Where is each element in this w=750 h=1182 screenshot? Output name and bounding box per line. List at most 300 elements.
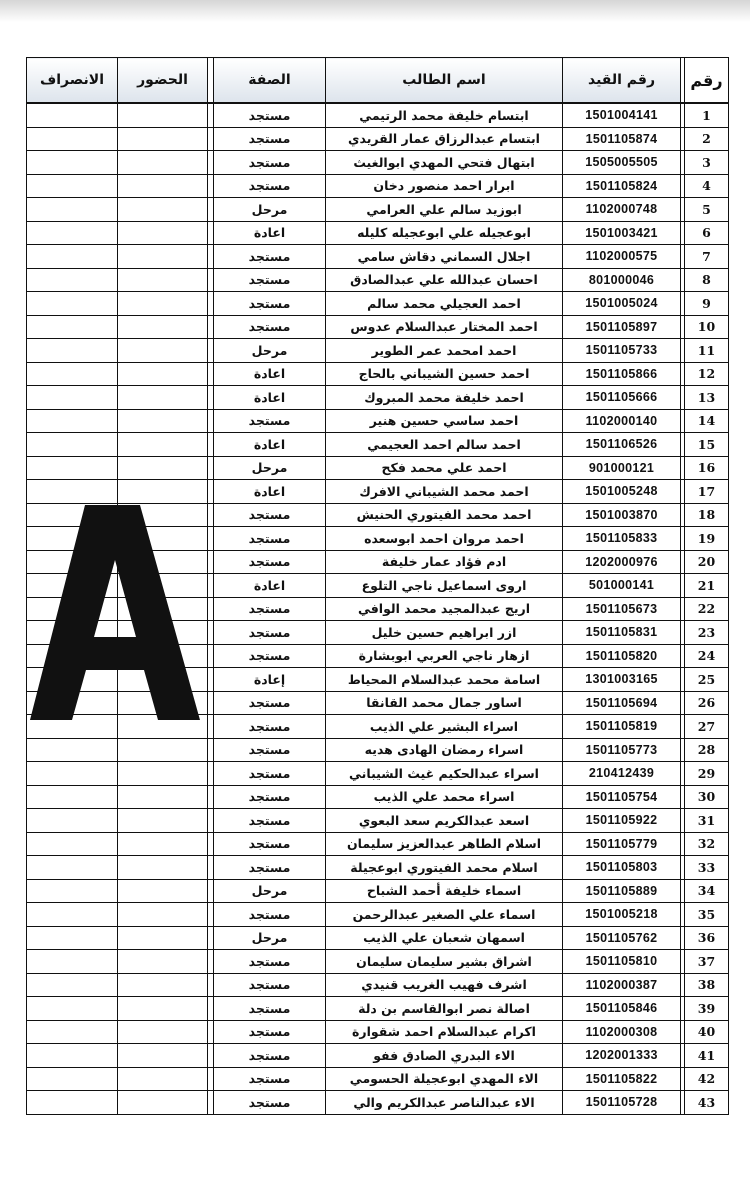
row-number: 1 bbox=[685, 103, 729, 127]
student-name: احمد سالم احمد العجيمي bbox=[326, 433, 563, 457]
student-status: اعادة bbox=[214, 386, 326, 410]
table-header-row bbox=[27, 58, 729, 104]
row-number: 37 bbox=[685, 950, 729, 974]
table-row bbox=[27, 362, 729, 386]
table-row bbox=[27, 1067, 729, 1091]
row-gap bbox=[208, 574, 214, 598]
row-number: 20 bbox=[685, 550, 729, 574]
row-gap bbox=[681, 292, 685, 316]
row-number: 11 bbox=[685, 339, 729, 363]
attendance-cell bbox=[118, 738, 208, 762]
row-gap bbox=[681, 809, 685, 833]
student-name: اسعد عبدالكريم سعد البعوي bbox=[326, 809, 563, 833]
student-name: احمد علي محمد فكح bbox=[326, 456, 563, 480]
attendance-cell bbox=[118, 997, 208, 1021]
row-number: 9 bbox=[685, 292, 729, 316]
registration-number: 1501105733 bbox=[563, 339, 681, 363]
student-status: مرحل bbox=[214, 198, 326, 222]
student-name: الاء المهدي ابوعجيلة الحسومي bbox=[326, 1067, 563, 1091]
departure-cell bbox=[27, 1020, 118, 1044]
departure-cell bbox=[27, 339, 118, 363]
row-number: 16 bbox=[685, 456, 729, 480]
student-status: اعادة bbox=[214, 221, 326, 245]
row-gap bbox=[681, 527, 685, 551]
student-name: ابرار احمد منصور دخان bbox=[326, 174, 563, 198]
row-gap bbox=[208, 527, 214, 551]
row-gap bbox=[681, 997, 685, 1021]
student-status: مستجد bbox=[214, 245, 326, 269]
attendance-cell bbox=[118, 292, 208, 316]
table-row bbox=[27, 198, 729, 222]
student-status: مستجد bbox=[214, 785, 326, 809]
row-number: 36 bbox=[685, 926, 729, 950]
student-status: مرحل bbox=[214, 456, 326, 480]
row-gap bbox=[681, 221, 685, 245]
attendance-cell bbox=[118, 433, 208, 457]
row-gap bbox=[681, 198, 685, 222]
table-row bbox=[27, 1020, 729, 1044]
attendance-cell bbox=[118, 174, 208, 198]
row-gap bbox=[681, 879, 685, 903]
row-number: 33 bbox=[685, 856, 729, 880]
row-gap bbox=[208, 386, 214, 410]
table-row bbox=[27, 339, 729, 363]
row-gap bbox=[681, 668, 685, 692]
row-gap bbox=[681, 597, 685, 621]
student-name: اسماء علي الصغير عبدالرحمن bbox=[326, 903, 563, 927]
row-gap bbox=[208, 762, 214, 786]
row-gap bbox=[208, 997, 214, 1021]
student-name: احمد العجيلي محمد سالم bbox=[326, 292, 563, 316]
row-gap bbox=[681, 950, 685, 974]
student-name: ابوعجيله علي ابوعجيله كليله bbox=[326, 221, 563, 245]
departure-cell bbox=[27, 127, 118, 151]
row-gap bbox=[208, 174, 214, 198]
student-status: مستجد bbox=[214, 762, 326, 786]
row-number: 10 bbox=[685, 315, 729, 339]
row-gap bbox=[208, 456, 214, 480]
table-row bbox=[27, 433, 729, 457]
registration-number: 1501105728 bbox=[563, 1091, 681, 1115]
attendance-cell bbox=[118, 1020, 208, 1044]
table-row bbox=[27, 903, 729, 927]
row-number: 12 bbox=[685, 362, 729, 386]
departure-cell bbox=[27, 832, 118, 856]
table-row bbox=[27, 127, 729, 151]
table-row bbox=[27, 785, 729, 809]
registration-number: 210412439 bbox=[563, 762, 681, 786]
table-row bbox=[27, 738, 729, 762]
attendance-cell bbox=[118, 950, 208, 974]
attendance-cell bbox=[118, 1067, 208, 1091]
row-number: 8 bbox=[685, 268, 729, 292]
row-gap bbox=[681, 574, 685, 598]
row-gap bbox=[681, 1020, 685, 1044]
registration-number: 1501105810 bbox=[563, 950, 681, 974]
row-gap bbox=[681, 268, 685, 292]
svg-text:A: A bbox=[30, 505, 31, 506]
row-gap bbox=[681, 480, 685, 504]
header-attendance: الحضور bbox=[118, 58, 208, 104]
departure-cell bbox=[27, 174, 118, 198]
registration-number: 1501105673 bbox=[563, 597, 681, 621]
attendance-cell bbox=[118, 832, 208, 856]
departure-cell bbox=[27, 1067, 118, 1091]
registration-number: 1501004141 bbox=[563, 103, 681, 127]
student-status: مستجد bbox=[214, 174, 326, 198]
row-number: 26 bbox=[685, 691, 729, 715]
row-number: 32 bbox=[685, 832, 729, 856]
student-status: مستجد bbox=[214, 832, 326, 856]
row-gap bbox=[208, 738, 214, 762]
row-gap bbox=[681, 386, 685, 410]
registration-number: 1501005248 bbox=[563, 480, 681, 504]
row-gap bbox=[681, 621, 685, 645]
row-number: 40 bbox=[685, 1020, 729, 1044]
student-name: احمد ساسي حسين هنير bbox=[326, 409, 563, 433]
table-row bbox=[27, 856, 729, 880]
student-status: مستجد bbox=[214, 503, 326, 527]
student-status: مستجد bbox=[214, 1067, 326, 1091]
student-name: احمد محمد الفيتوري الحنيش bbox=[326, 503, 563, 527]
row-gap bbox=[681, 103, 685, 127]
student-status: اعادة bbox=[214, 433, 326, 457]
row-gap bbox=[208, 480, 214, 504]
student-status: إعادة bbox=[214, 668, 326, 692]
table-row bbox=[27, 456, 729, 480]
table-row bbox=[27, 103, 729, 127]
row-number: 29 bbox=[685, 762, 729, 786]
registration-number: 801000046 bbox=[563, 268, 681, 292]
row-gap bbox=[681, 503, 685, 527]
registration-number: 501000141 bbox=[563, 574, 681, 598]
row-gap bbox=[208, 973, 214, 997]
row-gap bbox=[208, 292, 214, 316]
student-status: مستجد bbox=[214, 621, 326, 645]
row-gap bbox=[208, 668, 214, 692]
student-name: اسراء عبدالحكيم غيث الشيباني bbox=[326, 762, 563, 786]
departure-cell bbox=[27, 738, 118, 762]
table-row bbox=[27, 292, 729, 316]
student-status: مستجد bbox=[214, 738, 326, 762]
student-name: اريج عبدالمجيد محمد الوافي bbox=[326, 597, 563, 621]
table-row bbox=[27, 315, 729, 339]
attendance-cell bbox=[118, 409, 208, 433]
header-departure: الانصراف bbox=[27, 58, 118, 104]
departure-cell bbox=[27, 221, 118, 245]
attendance-cell bbox=[118, 809, 208, 833]
student-name: الاء عبدالناصر عبدالكريم والي bbox=[326, 1091, 563, 1115]
registration-number: 1501105803 bbox=[563, 856, 681, 880]
attendance-cell bbox=[118, 926, 208, 950]
row-gap bbox=[681, 245, 685, 269]
departure-cell bbox=[27, 292, 118, 316]
row-gap bbox=[681, 926, 685, 950]
table-row bbox=[27, 409, 729, 433]
row-gap bbox=[208, 339, 214, 363]
row-gap bbox=[681, 315, 685, 339]
row-gap bbox=[208, 809, 214, 833]
student-name: ادم فؤاد عمار خليفة bbox=[326, 550, 563, 574]
attendance-cell bbox=[118, 762, 208, 786]
row-number: 5 bbox=[685, 198, 729, 222]
registration-number: 1501105846 bbox=[563, 997, 681, 1021]
registration-number: 1501105897 bbox=[563, 315, 681, 339]
header-name: اسم الطالب bbox=[326, 58, 563, 104]
registration-number: 1501105762 bbox=[563, 926, 681, 950]
student-status: مستجد bbox=[214, 691, 326, 715]
student-name: ابتسام خليفة محمد الرتيمي bbox=[326, 103, 563, 127]
registration-number: 1501105754 bbox=[563, 785, 681, 809]
student-name: اسراء البشير علي الذيب bbox=[326, 715, 563, 739]
registration-number: 1501105822 bbox=[563, 1067, 681, 1091]
table-row bbox=[27, 174, 729, 198]
departure-cell bbox=[27, 785, 118, 809]
row-number: 17 bbox=[685, 480, 729, 504]
row-gap bbox=[681, 1091, 685, 1115]
registration-number: 1501105779 bbox=[563, 832, 681, 856]
departure-cell bbox=[27, 433, 118, 457]
header-num: رقم bbox=[685, 58, 729, 104]
page-top-shadow bbox=[0, 0, 750, 22]
departure-cell bbox=[27, 315, 118, 339]
row-gap bbox=[208, 433, 214, 457]
row-gap bbox=[208, 103, 214, 127]
row-gap bbox=[208, 503, 214, 527]
row-gap bbox=[208, 550, 214, 574]
registration-number: 1102000575 bbox=[563, 245, 681, 269]
row-gap bbox=[681, 409, 685, 433]
attendance-cell bbox=[118, 480, 208, 504]
row-number: 2 bbox=[685, 127, 729, 151]
student-status: مستجد bbox=[214, 1020, 326, 1044]
student-status: مستجد bbox=[214, 973, 326, 997]
grade-a-watermark bbox=[30, 505, 200, 720]
table-row bbox=[27, 950, 729, 974]
registration-number: 901000121 bbox=[563, 456, 681, 480]
departure-cell bbox=[27, 809, 118, 833]
row-number: 25 bbox=[685, 668, 729, 692]
registration-number: 1501105666 bbox=[563, 386, 681, 410]
row-gap bbox=[208, 785, 214, 809]
row-number: 22 bbox=[685, 597, 729, 621]
registration-number: 1102000140 bbox=[563, 409, 681, 433]
attendance-cell bbox=[118, 103, 208, 127]
row-number: 24 bbox=[685, 644, 729, 668]
table-row bbox=[27, 879, 729, 903]
row-number: 41 bbox=[685, 1044, 729, 1068]
departure-cell bbox=[27, 950, 118, 974]
attendance-cell bbox=[118, 198, 208, 222]
row-gap bbox=[681, 1044, 685, 1068]
departure-cell bbox=[27, 456, 118, 480]
row-number: 28 bbox=[685, 738, 729, 762]
student-name: اسراء رمضان الهادى هديه bbox=[326, 738, 563, 762]
table-row bbox=[27, 221, 729, 245]
attendance-cell bbox=[118, 903, 208, 927]
student-name: اساور جمال محمد القانقا bbox=[326, 691, 563, 715]
row-number: 7 bbox=[685, 245, 729, 269]
departure-cell bbox=[27, 903, 118, 927]
row-gap bbox=[208, 1091, 214, 1115]
registration-number: 1202000976 bbox=[563, 550, 681, 574]
row-gap bbox=[681, 433, 685, 457]
student-status: مستجد bbox=[214, 715, 326, 739]
student-status: مستجد bbox=[214, 127, 326, 151]
table-row bbox=[27, 926, 729, 950]
row-gap bbox=[681, 762, 685, 786]
registration-number: 1501005218 bbox=[563, 903, 681, 927]
row-gap bbox=[208, 127, 214, 151]
student-name: احمد المختار عبدالسلام عدوس bbox=[326, 315, 563, 339]
departure-cell bbox=[27, 103, 118, 127]
attendance-cell bbox=[118, 268, 208, 292]
student-name: احمد مروان احمد ابوسعده bbox=[326, 527, 563, 551]
row-gap bbox=[208, 198, 214, 222]
student-status: مستجد bbox=[214, 809, 326, 833]
departure-cell bbox=[27, 198, 118, 222]
student-name: اكرام عبدالسلام احمد شقوارة bbox=[326, 1020, 563, 1044]
student-status: اعادة bbox=[214, 480, 326, 504]
attendance-cell bbox=[118, 245, 208, 269]
row-gap bbox=[208, 409, 214, 433]
registration-number: 1501105820 bbox=[563, 644, 681, 668]
row-gap bbox=[208, 926, 214, 950]
student-name: اشرف فهيب الغريب قنيدي bbox=[326, 973, 563, 997]
student-status: اعادة bbox=[214, 574, 326, 598]
student-name: ازر ابراهيم حسين خليل bbox=[326, 621, 563, 645]
registration-number: 1501105694 bbox=[563, 691, 681, 715]
row-gap bbox=[681, 903, 685, 927]
row-gap bbox=[681, 856, 685, 880]
row-number: 38 bbox=[685, 973, 729, 997]
registration-number: 1202001333 bbox=[563, 1044, 681, 1068]
registration-number: 1501105819 bbox=[563, 715, 681, 739]
table-row bbox=[27, 997, 729, 1021]
student-status: مستجد bbox=[214, 550, 326, 574]
student-status: مستجد bbox=[214, 292, 326, 316]
student-name: احمد امحمد عمر الطوير bbox=[326, 339, 563, 363]
table-row bbox=[27, 268, 729, 292]
student-status: مرحل bbox=[214, 339, 326, 363]
student-status: مستجد bbox=[214, 950, 326, 974]
row-gap bbox=[208, 879, 214, 903]
student-status: مستجد bbox=[214, 409, 326, 433]
student-name: ابتهال فتحي المهدي ابوالغيث bbox=[326, 151, 563, 175]
row-gap bbox=[208, 621, 214, 645]
student-status: مستجد bbox=[214, 644, 326, 668]
row-gap bbox=[208, 362, 214, 386]
student-name: اسماء خليفة أحمد الشباح bbox=[326, 879, 563, 903]
student-status: مستجد bbox=[214, 151, 326, 175]
table-row bbox=[27, 1044, 729, 1068]
row-gap bbox=[681, 785, 685, 809]
student-status: مستجد bbox=[214, 597, 326, 621]
attendance-cell bbox=[118, 879, 208, 903]
row-number: 15 bbox=[685, 433, 729, 457]
registration-number: 1501003870 bbox=[563, 503, 681, 527]
departure-cell bbox=[27, 480, 118, 504]
row-number: 31 bbox=[685, 809, 729, 833]
row-gap bbox=[681, 362, 685, 386]
row-gap bbox=[208, 268, 214, 292]
row-gap bbox=[681, 456, 685, 480]
departure-cell bbox=[27, 879, 118, 903]
registration-number: 1501003421 bbox=[563, 221, 681, 245]
table-row bbox=[27, 809, 729, 833]
row-number: 34 bbox=[685, 879, 729, 903]
student-status: مستجد bbox=[214, 997, 326, 1021]
student-name: احمد خليفة محمد المبروك bbox=[326, 386, 563, 410]
registration-number: 1102000308 bbox=[563, 1020, 681, 1044]
student-name: اجلال السماني دقاش سامي bbox=[326, 245, 563, 269]
student-name: الاء البدري الصادق ففو bbox=[326, 1044, 563, 1068]
row-gap bbox=[681, 127, 685, 151]
row-gap bbox=[208, 1044, 214, 1068]
departure-cell bbox=[27, 362, 118, 386]
table-row bbox=[27, 973, 729, 997]
student-name: اسراء محمد علي الذيب bbox=[326, 785, 563, 809]
registration-number: 1501105922 bbox=[563, 809, 681, 833]
student-name: اسامة محمد عبدالسلام المحياط bbox=[326, 668, 563, 692]
attendance-cell bbox=[118, 127, 208, 151]
registration-number: 1501105824 bbox=[563, 174, 681, 198]
table-row bbox=[27, 151, 729, 175]
attendance-cell bbox=[118, 456, 208, 480]
row-number: 18 bbox=[685, 503, 729, 527]
student-status: مستجد bbox=[214, 903, 326, 927]
student-name: ازهار ناجي العربي ابوبشارة bbox=[326, 644, 563, 668]
departure-cell bbox=[27, 151, 118, 175]
departure-cell bbox=[27, 926, 118, 950]
departure-cell bbox=[27, 1044, 118, 1068]
row-gap bbox=[681, 691, 685, 715]
departure-cell bbox=[27, 1091, 118, 1115]
row-gap bbox=[681, 174, 685, 198]
registration-number: 1501105866 bbox=[563, 362, 681, 386]
attendance-cell bbox=[118, 151, 208, 175]
student-status: اعادة bbox=[214, 362, 326, 386]
registration-number: 1501105874 bbox=[563, 127, 681, 151]
header-status: الصفة bbox=[214, 58, 326, 104]
row-number: 14 bbox=[685, 409, 729, 433]
table-row bbox=[27, 245, 729, 269]
row-gap bbox=[208, 151, 214, 175]
registration-number: 1102000748 bbox=[563, 198, 681, 222]
row-gap bbox=[208, 903, 214, 927]
student-status: مستجد bbox=[214, 856, 326, 880]
row-gap bbox=[681, 151, 685, 175]
row-number: 6 bbox=[685, 221, 729, 245]
attendance-cell bbox=[118, 221, 208, 245]
registration-number: 1501105833 bbox=[563, 527, 681, 551]
student-name: اسمهان شعبان علي الذيب bbox=[326, 926, 563, 950]
departure-cell bbox=[27, 997, 118, 1021]
row-gap bbox=[208, 856, 214, 880]
student-name: اسلام محمد الفيتوري ابوعجيلة bbox=[326, 856, 563, 880]
student-status: مستجد bbox=[214, 527, 326, 551]
departure-cell bbox=[27, 245, 118, 269]
registration-number: 1301003165 bbox=[563, 668, 681, 692]
attendance-cell bbox=[118, 973, 208, 997]
student-status: مستجد bbox=[214, 103, 326, 127]
student-name: ابتسام عبدالرزاق عمار القريدي bbox=[326, 127, 563, 151]
registration-number: 1501106526 bbox=[563, 433, 681, 457]
row-gap bbox=[208, 1067, 214, 1091]
row-number: 4 bbox=[685, 174, 729, 198]
student-status: مرحل bbox=[214, 879, 326, 903]
table-row bbox=[27, 386, 729, 410]
